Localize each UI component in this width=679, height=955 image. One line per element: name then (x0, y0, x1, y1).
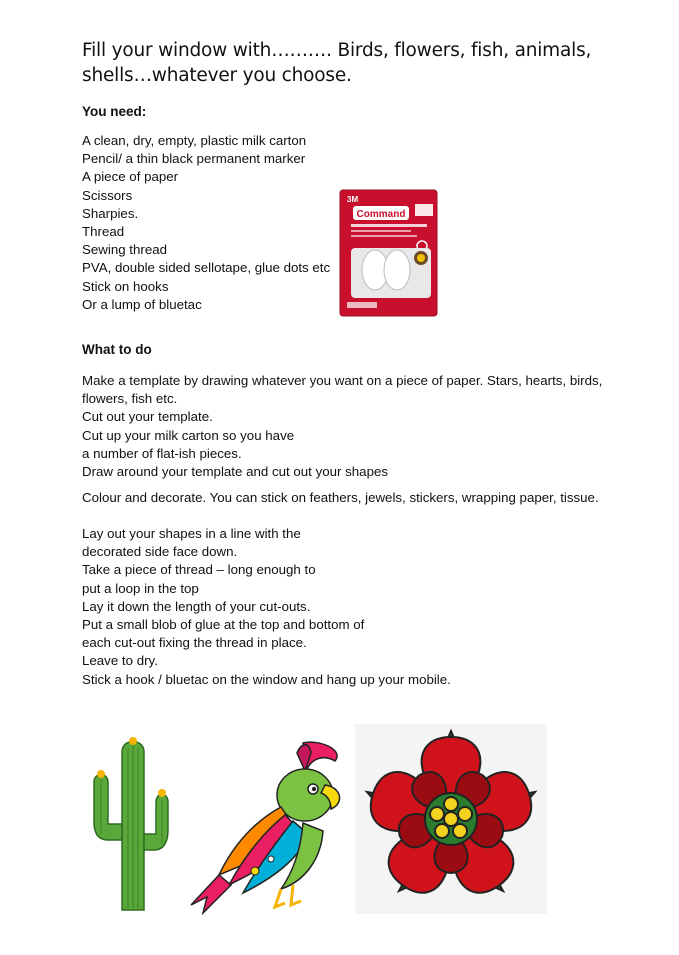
command-hooks-package-image (337, 188, 440, 318)
instruction-line: Stick a hook / bluetac on the window and hang up your mobile. (82, 671, 451, 687)
list-item: Scissors (82, 187, 133, 203)
instructions-paragraph-3 (82, 525, 451, 689)
list-item: A clean, dry, empty, plastic milk carton (82, 133, 307, 148)
instruction-line: Cut up your milk carton so you have (82, 427, 295, 443)
instruction-line: a number of flat-ish pieces. (82, 445, 242, 461)
list-item: PVA, double sided sellotape, glue dots etc (82, 260, 331, 276)
instruction-line: Leave to dry. (82, 653, 158, 669)
instruction-line: Draw around your template and cut out your shapes (82, 464, 389, 480)
instruction-line: put a loop in the top (82, 580, 199, 596)
list-item: Stick on hooks (82, 278, 169, 294)
list-item: Thread (82, 224, 125, 240)
brand-logo: Command (356, 209, 406, 220)
instructions-paragraph-2: Colour and decorate. You can stick on feathers, jewels, stickers, wrapping paper, tissue. (82, 490, 599, 505)
cactus-illustration (82, 730, 184, 916)
list-item: Sharpies. (82, 205, 139, 221)
instruction-line: Lay out your shapes in a line with the (82, 526, 301, 541)
instruction-line: Take a piece of thread – long enough to (82, 562, 316, 578)
list-item: Or a lump of bluetac (82, 296, 202, 312)
list-item: Pencil/ a thin black permanent marker (82, 151, 306, 167)
title-line-1: Fill your window with………. Birds, flowers, fish, animals, (82, 40, 592, 61)
instructions-paragraph-1 (82, 372, 602, 481)
tudor-rose-illustration (355, 724, 547, 914)
instruction-line: Make a template by drawing whatever you want on a piece of paper. Stars, hearts, birds, (82, 373, 603, 388)
instruction-line: Cut out your template. (82, 409, 213, 425)
instruction-line: flowers, fish etc. (82, 391, 178, 407)
instruction-line: decorated side face down. (82, 544, 238, 560)
list-item: A piece of paper (82, 169, 179, 185)
instruction-line: Put a small blob of glue at the top and bottom of (82, 617, 365, 633)
what-to-do-heading: What to do (82, 342, 152, 357)
title-line-2: shells…whatever you choose. (82, 65, 352, 86)
list-item: Sewing thread (82, 242, 168, 258)
logo-mark: 3M (347, 195, 359, 204)
parrot-illustration (185, 735, 350, 915)
instruction-line: each cut-out fixing the thread in place. (82, 635, 307, 651)
page-title (82, 38, 662, 88)
you-need-heading: You need: (82, 104, 147, 119)
instruction-line: Lay it down the length of your cut-outs. (82, 598, 311, 614)
you-need-list (82, 132, 330, 314)
